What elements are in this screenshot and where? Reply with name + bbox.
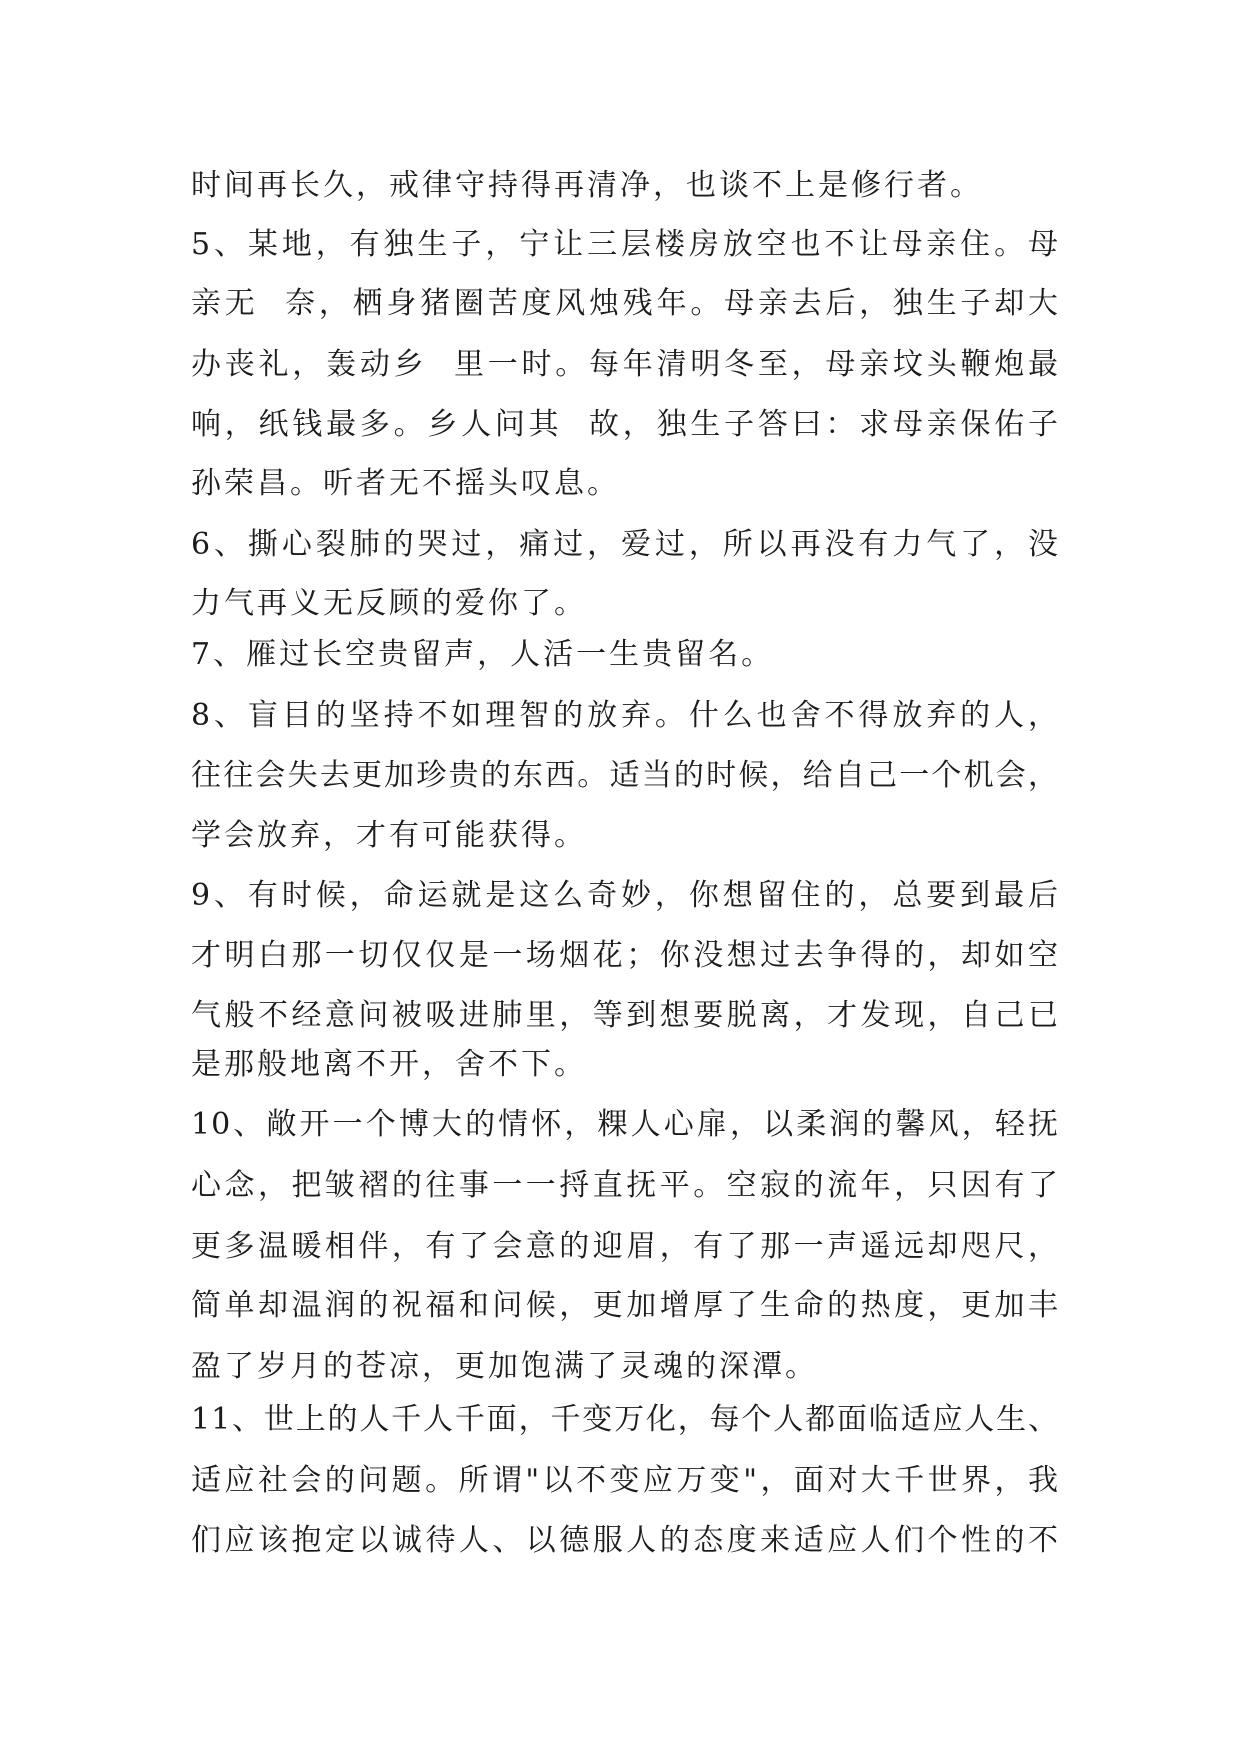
text-line: 往往会失去更加珍贵的东西。适当的时候，给自己一个机会， <box>191 758 1059 793</box>
text-line: 心念，把皱褶的往事一一捋直抚平。空寂的流年，只因有了 <box>191 1168 1059 1203</box>
text-line: 亲无 奈，栖身猪圈苦度风烛残年。母亲去后，独生子却大 <box>191 286 1059 321</box>
text-line: 时间再长久，戒律守持得再清净，也谈不上是修行者。 <box>191 168 983 203</box>
text-line: 9、有时候，命运就是这么奇妙，你想留住的，总要到最后 <box>191 878 1059 913</box>
text-line: 们应该抱定以诚待人、以德服人的态度来适应人们个性的不 <box>191 1523 1059 1558</box>
text-line: 气般不经意问被吸进肺里，等到想要脱离，才发现，自己已 <box>191 998 1059 1033</box>
text-line: 简单却温润的祝福和问候，更加增厚了生命的热度，更加丰 <box>191 1288 1059 1323</box>
text-line: 适应社会的问题。所谓"以不变应万变"，面对大千世界，我 <box>191 1463 1059 1498</box>
text-line: 10、敞开一个博大的情怀，粿人心扉，以柔润的馨风，轻抚 <box>191 1107 1059 1142</box>
text-line: 才明白那一切仅仅是一场烟花；你没想过去争得的，却如空 <box>191 938 1059 973</box>
text-line: 8、盲目的坚持不如理智的放弃。什么也舍不得放弃的人， <box>191 698 1059 733</box>
text-line: 更多温暖相伴，有了会意的迎眉，有了那一声遥远却咫尺， <box>191 1229 1059 1264</box>
text-line: 学会放弃，才有可能获得。 <box>191 818 587 853</box>
text-line: 7、雁过长空贵留声，人活一生贵留名。 <box>191 637 775 672</box>
text-line: 6、撕心裂肺的哭过，痛过，爱过，所以再没有力气了，没 <box>191 527 1059 562</box>
text-line: 11、世上的人千人千面，千变万化，每个人都面临适应人生、 <box>191 1402 1059 1437</box>
text-line: 5、某地，有独生子，宁让三层楼房放空也不让母亲住。母 <box>191 227 1059 262</box>
text-line: 孙荣昌。听者无不摇头叹息。 <box>191 466 620 501</box>
text-line: 盈了岁月的苍凉，更加饱满了灵魂的深潭。 <box>191 1349 818 1384</box>
text-line: 是那般地离不开，舍不下。 <box>191 1047 587 1082</box>
text-line: 响，纸钱最多。乡人问其 故，独生子答曰：求母亲保佑子 <box>191 407 1059 442</box>
text-line: 力气再义无反顾的爱你了。 <box>191 586 587 621</box>
text-line: 办丧礼，轰动乡 里一时。每年清明冬至，母亲坟头鞭炮最 <box>191 347 1059 382</box>
